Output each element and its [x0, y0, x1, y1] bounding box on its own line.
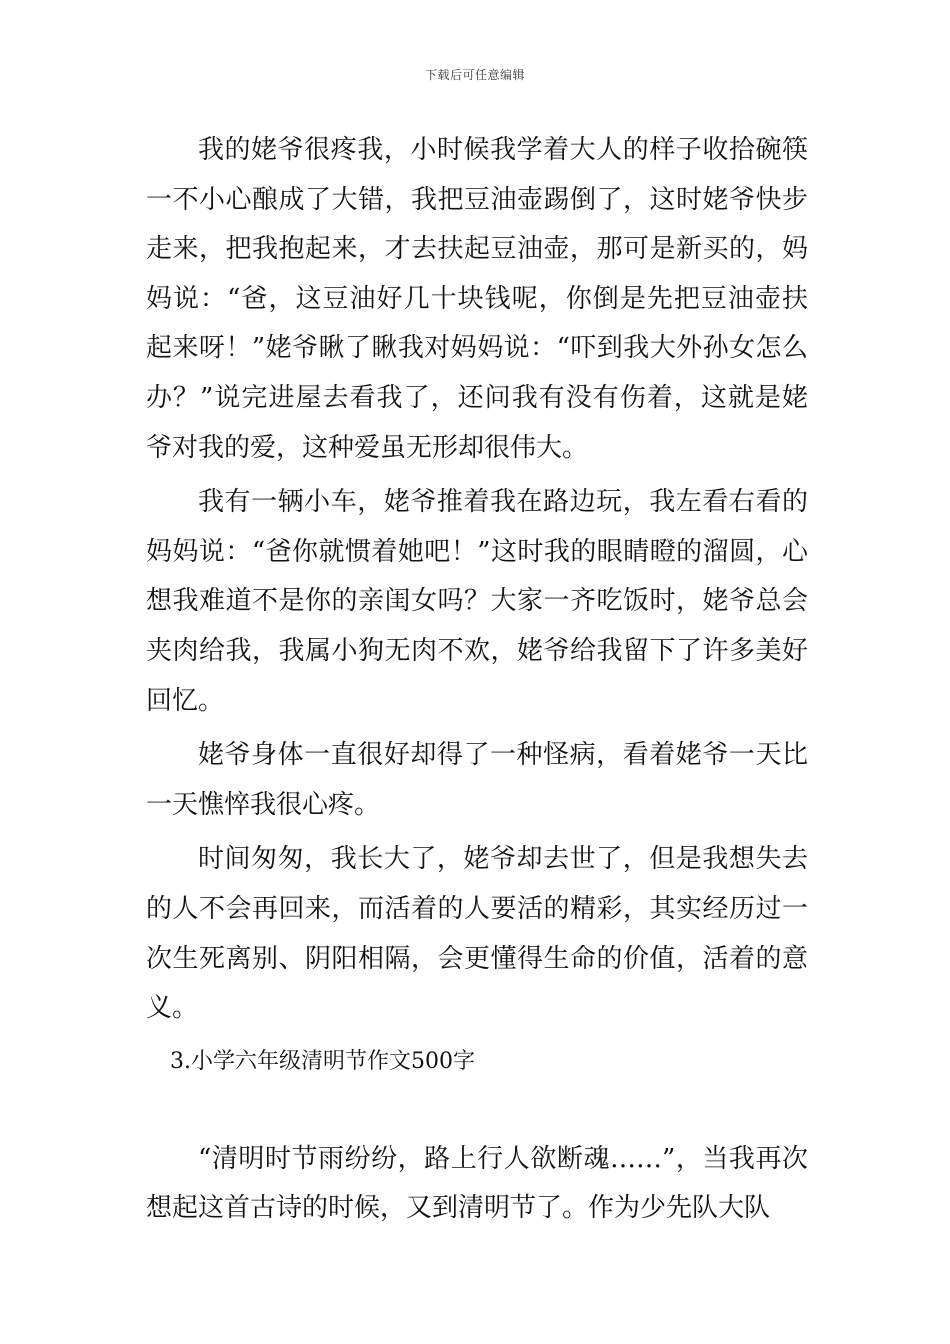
paragraph: 我有一辆小车，姥爷推着我在路边玩，我左看右看的妈妈说：“爸你就惯着她吧！”这时我的眼睛瞪的溜圆，心想我难道不是你的亲闺女吗？大家一齐吃饭时，姥爷总会夹肉给我，我属小狗无肉不欢，姥爷给我留下了许多美好回忆。: [146, 487, 808, 716]
paragraph: “清明时节雨纷纷，路上行人欲断魂……”，当我再次想起这首古诗的时候，又到清明节了。作为少先队大队: [146, 1143, 808, 1224]
document-body: [146, 126, 808, 1239]
page-header: 下载后可任意编辑: [424, 68, 525, 82]
section-heading: 3.小学六年级清明节作文500字: [170, 1048, 475, 1074]
paragraph: 我的姥爷很疼我，小时候我学着大人的样子收拾碗筷一不小心酿成了大错，我把豆油壶踢倒了，这时姥爷快步走来，把我抱起来，才去扶起豆油壶，那可是新买的，妈妈说：“爸，这豆油好几十块钱呢，你倒是先把豆油壶扶起来呀！”姥爷瞅了瞅我对妈妈说：“吓到我大外孙女怎么办？”说完进屋去看我了，还问我有没有伤着，这就是姥爷对我的爱，这种爱虽无形却很伟大。: [146, 135, 808, 463]
paragraph: 时间匆匆，我长大了，姥爷却去世了，但是我想失去的人不会再回来，而活着的人要活的精彩，其实经历过一次生死离别、阴阳相隔，会更懂得生命的价值，活着的意义。: [146, 844, 808, 1024]
paragraph: 姥爷身体一直很好却得了一种怪病，看着姥爷一天比一天憔悴我很心疼。: [146, 740, 808, 820]
